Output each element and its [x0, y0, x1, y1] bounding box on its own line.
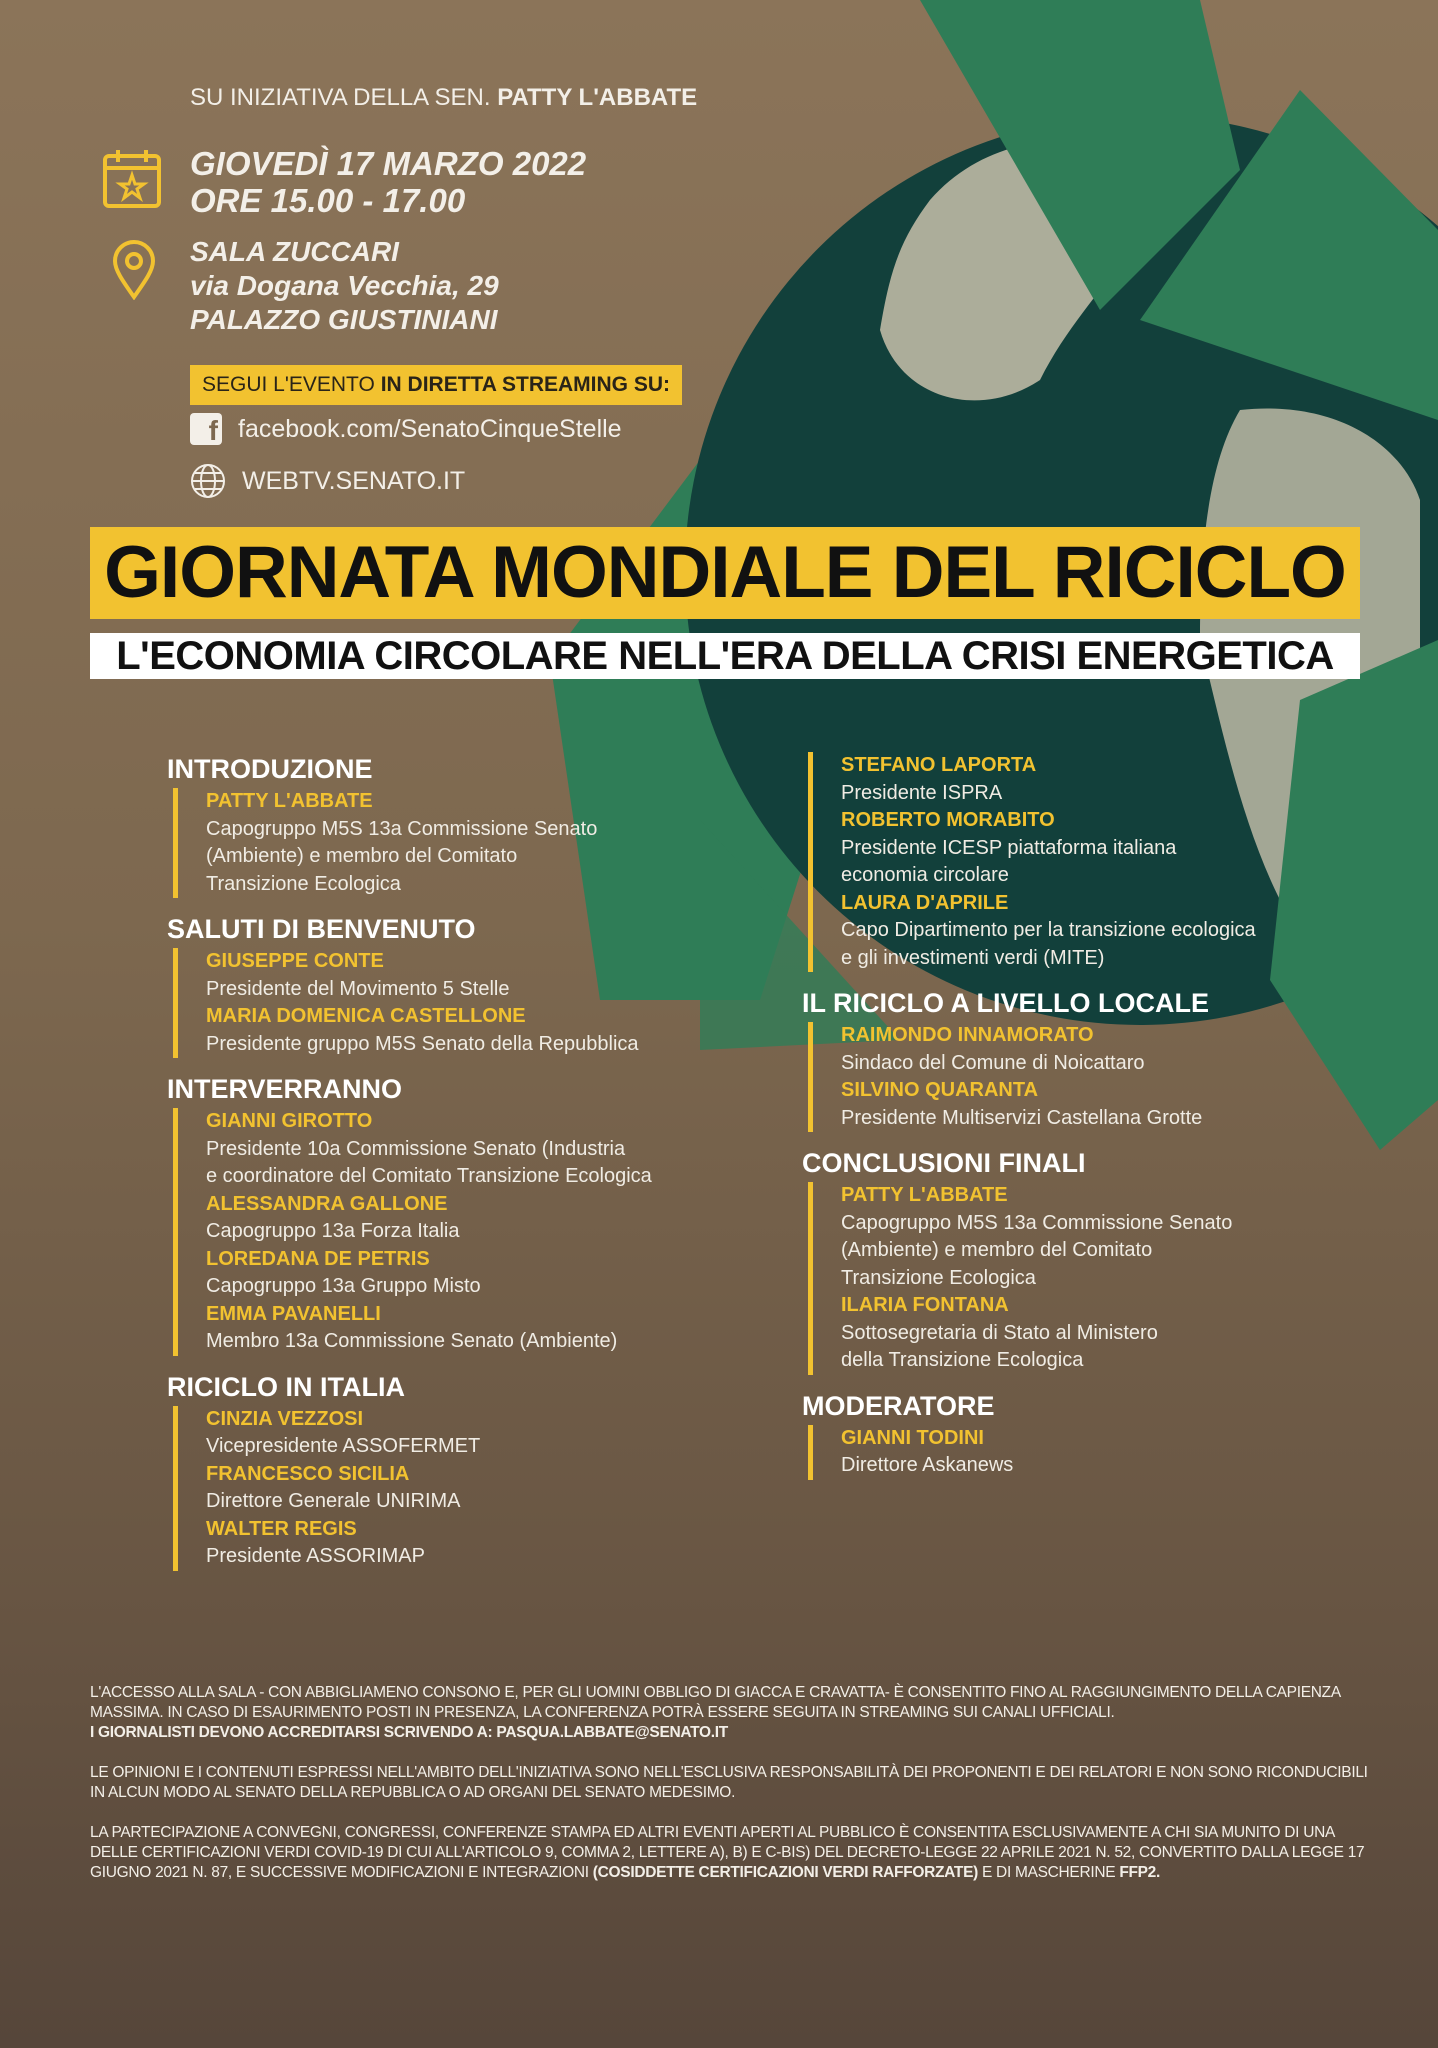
speaker-role: Sindaco del Comune di Noicattaro	[841, 1051, 1145, 1074]
speaker-role: economia circolare	[841, 864, 1009, 886]
speaker-role: Capogruppo M5S 13a Commissione Senato	[206, 817, 598, 840]
speaker-name: GIANNI TODINI	[841, 1426, 984, 1449]
speaker-role: e coordinatore del Comitato Transizione Ecologica	[206, 1165, 652, 1187]
speaker-role: Capogruppo 13a Forza Italia	[206, 1220, 460, 1242]
disclaimer: LE OPINIONI E I CONTENUTI ESPRESSI NELL'AMBITO DELL'INIZIATIVA SONO NELL'ESCLUSIVA RESPONSABILITÀ DEI PROPONENTI E DEI RELATORI E NON SONO RICONDUCIBILI IN ALCUN MODO AL SENATO DELLA REPUBBLICA O AD ORGANI DEL SENATO MEDESIMO.	[90, 1764, 1368, 1801]
speaker-name: MARIA DOMENICA CASTELLONE	[206, 1005, 526, 1027]
section-heading: INTRODUZIONE	[167, 754, 373, 784]
facebook-link-row[interactable]	[190, 413, 622, 445]
venue-building: PALAZZO GIUSTINIANI	[190, 304, 498, 335]
speaker-name: GIUSEPPE CONTE	[206, 950, 384, 972]
press-accreditation: I GIORNALISTI DEVONO ACCREDITARSI SCRIVENDO A: PASQUA.LABBATE@SENATO.IT	[90, 1724, 728, 1741]
stream-prefix: SEGUI L'EVENTO	[202, 373, 375, 396]
covid-end: FFP2.	[1119, 1864, 1161, 1881]
speaker-list	[808, 752, 1322, 972]
footer-notes	[90, 1683, 1370, 1903]
speaker-name: ROBERTO MORABITO	[841, 809, 1055, 831]
program-section	[167, 1370, 727, 1571]
event-date: GIOVEDÌ 17 MARZO 2022	[190, 145, 587, 182]
date-block	[190, 145, 586, 219]
speaker-role: Presidente ISPRA	[841, 781, 1003, 804]
event-time: ORE 15.00 - 17.00	[190, 182, 466, 219]
speaker-name: FRANCESCO SICILIA	[206, 1462, 410, 1485]
globe-icon	[190, 463, 226, 499]
speaker-role: Transizione Ecologica	[841, 1266, 1036, 1289]
covid-text: LA PARTECIPAZIONE A CONVEGNI, CONGRESSI, CONFERENZE STAMPA ED ALTRI EVENTI APERTI AL PUBBLICO È CONSENTITA ESCLUSIVAMENTE A CHI SIA MUNITO DI UNA DELLE CERTIFICAZIONI VERDI COVID-19 DI CUI ALL'ARTICOLO 9, COMMA 2, LETTERE A), B) E C-BIS) DEL DECRETO-LEGGE 22 APRILE 2021 N. 52, CONVERTITO DALLA LEGGE 17 GIUGNO 2021 N. 87, E SUCCESSIVE MODIFICAZIONI E INTEGRAZIONI	[90, 1824, 1365, 1881]
speaker-role: Direttore Askanews	[841, 1454, 1014, 1476]
program-section	[167, 912, 727, 1058]
speaker-role: Transizione Ecologica	[206, 872, 401, 895]
section-heading: SALUTI DI BENVENUTO	[167, 914, 476, 944]
covid-mid: E DI MASCHERINE	[978, 1864, 1120, 1881]
program-section	[802, 1389, 1322, 1480]
venue-address: via Dogana Vecchia, 29	[190, 270, 499, 301]
speaker-role: Sottosegretaria di Stato al Ministero	[841, 1321, 1158, 1344]
speaker-name: LOREDANA DE PETRIS	[206, 1247, 430, 1270]
venue-block	[190, 235, 499, 337]
initiative-prefix: SU INIZIATIVA DELLA SEN.	[190, 84, 491, 111]
speaker-name: ILARIA FONTANA	[841, 1294, 1009, 1316]
calendar-icon	[102, 148, 162, 210]
speaker-role: Direttore Generale UNIRIMA	[206, 1490, 461, 1512]
speaker-name: SILVINO QUARANTA	[841, 1079, 1039, 1101]
program-section	[802, 986, 1322, 1132]
speaker-role: Membro 13a Commissione Senato (Ambiente)	[206, 1330, 618, 1352]
speaker-role: Presidente del Movimento 5 Stelle	[206, 977, 510, 1000]
speaker-role: Presidente ASSORIMAP	[206, 1545, 425, 1567]
program-right-column	[802, 752, 1322, 1494]
initiative-name: PATTY L'ABBATE	[497, 84, 698, 111]
subtitle: L'ECONOMIA CIRCOLARE NELL'ERA DELLA CRISI ENERGETICA	[90, 633, 1360, 679]
section-heading: RICICLO IN ITALIA	[167, 1371, 405, 1402]
program-section	[167, 1072, 727, 1356]
section-heading: INTERVERRANNO	[167, 1074, 403, 1104]
program-left-column	[167, 752, 727, 1585]
main-title: GIORNATA MONDIALE DEL RICICLO	[90, 527, 1360, 619]
speaker-role: Capo Dipartimento per la transizione ecologica	[841, 919, 1256, 941]
access-text: L'ACCESSO ALLA SALA - CON ABBIGLIAMENO CONSONO E, PER GLI UOMINI OBBLIGO DI GIACCA E CRAVATTA- È CONSENTITO FINO AL RAGGIUNGIMENTO DELLA CAPIENZA MASSIMA. IN CASO DI ESAURIMENTO POSTI IN PRESENZA, LA CONFERENZA POTRÀ ESSERE SEGUITA IN STREAMING SUI CANALI UFFICIALI.	[90, 1684, 1341, 1721]
access-note	[90, 1683, 1370, 1743]
location-pin-icon	[112, 240, 156, 300]
streaming-banner	[190, 365, 682, 405]
section-heading: IL RICICLO A LIVELLO LOCALE	[802, 988, 1209, 1018]
speaker-list	[173, 1406, 727, 1571]
speaker-role: Vicepresidente ASSOFERMET	[206, 1435, 481, 1457]
speaker-role: Presidente ICESP piattaforma italiana	[841, 836, 1177, 859]
webtv-link[interactable]: WEBTV.SENATO.IT	[242, 466, 466, 495]
speaker-list	[173, 1108, 727, 1356]
speaker-list	[173, 948, 727, 1058]
speaker-list	[808, 1182, 1322, 1375]
initiative-line	[190, 84, 697, 112]
covid-bold: (COSIDDETTE CERTIFICAZIONI VERDI RAFFORZATE)	[592, 1864, 978, 1881]
webtv-link-row[interactable]	[190, 463, 465, 499]
speaker-list	[808, 1425, 1322, 1480]
speaker-name: RAIMONDO INNAMORATO	[841, 1024, 1094, 1046]
stream-bold: IN DIRETTA STREAMING SU:	[380, 373, 671, 396]
speaker-name: EMMA PAVANELLI	[206, 1302, 381, 1325]
speaker-name: PATTY L'ABBATE	[206, 790, 373, 812]
program-section	[167, 752, 727, 898]
speaker-name: WALTER REGIS	[206, 1517, 357, 1540]
speaker-name: LAURA D'APRILE	[841, 891, 1009, 914]
speaker-role: Presidente Multiservizi Castellana Grotte	[841, 1106, 1203, 1129]
speaker-role: Capogruppo 13a Gruppo Misto	[206, 1275, 481, 1297]
speaker-name: PATTY L'ABBATE	[841, 1184, 1008, 1206]
speaker-role: Presidente gruppo M5S Senato della Repubblica	[206, 1032, 639, 1055]
speaker-list	[173, 788, 727, 898]
speaker-list	[808, 1022, 1322, 1132]
program-section	[802, 752, 1322, 972]
facebook-link[interactable]: facebook.com/SenatoCinqueStelle	[238, 414, 622, 443]
speaker-role: della Transizione Ecologica	[841, 1349, 1084, 1371]
section-heading: CONCLUSIONI FINALI	[802, 1148, 1086, 1178]
covid-note	[90, 1823, 1370, 1883]
program-section	[802, 1146, 1322, 1375]
speaker-name: ALESSANDRA GALLONE	[206, 1192, 448, 1215]
speaker-role: Presidente 10a Commissione Senato (Industria	[206, 1137, 626, 1160]
facebook-icon: f	[190, 413, 222, 445]
speaker-name: STEFANO LAPORTA	[841, 754, 1037, 776]
speaker-role: (Ambiente) e membro del Comitato	[841, 1239, 1153, 1261]
speaker-name: GIANNI GIROTTO	[206, 1110, 373, 1132]
venue-name: SALA ZUCCARI	[190, 236, 399, 267]
speaker-role: Capogruppo M5S 13a Commissione Senato	[841, 1211, 1233, 1234]
speaker-name: CINZIA VEZZOSI	[206, 1407, 364, 1430]
speaker-role: (Ambiente) e membro del Comitato	[206, 845, 518, 867]
speaker-role: e gli investimenti verdi (MITE)	[841, 946, 1105, 969]
section-heading: MODERATORE	[802, 1390, 995, 1421]
